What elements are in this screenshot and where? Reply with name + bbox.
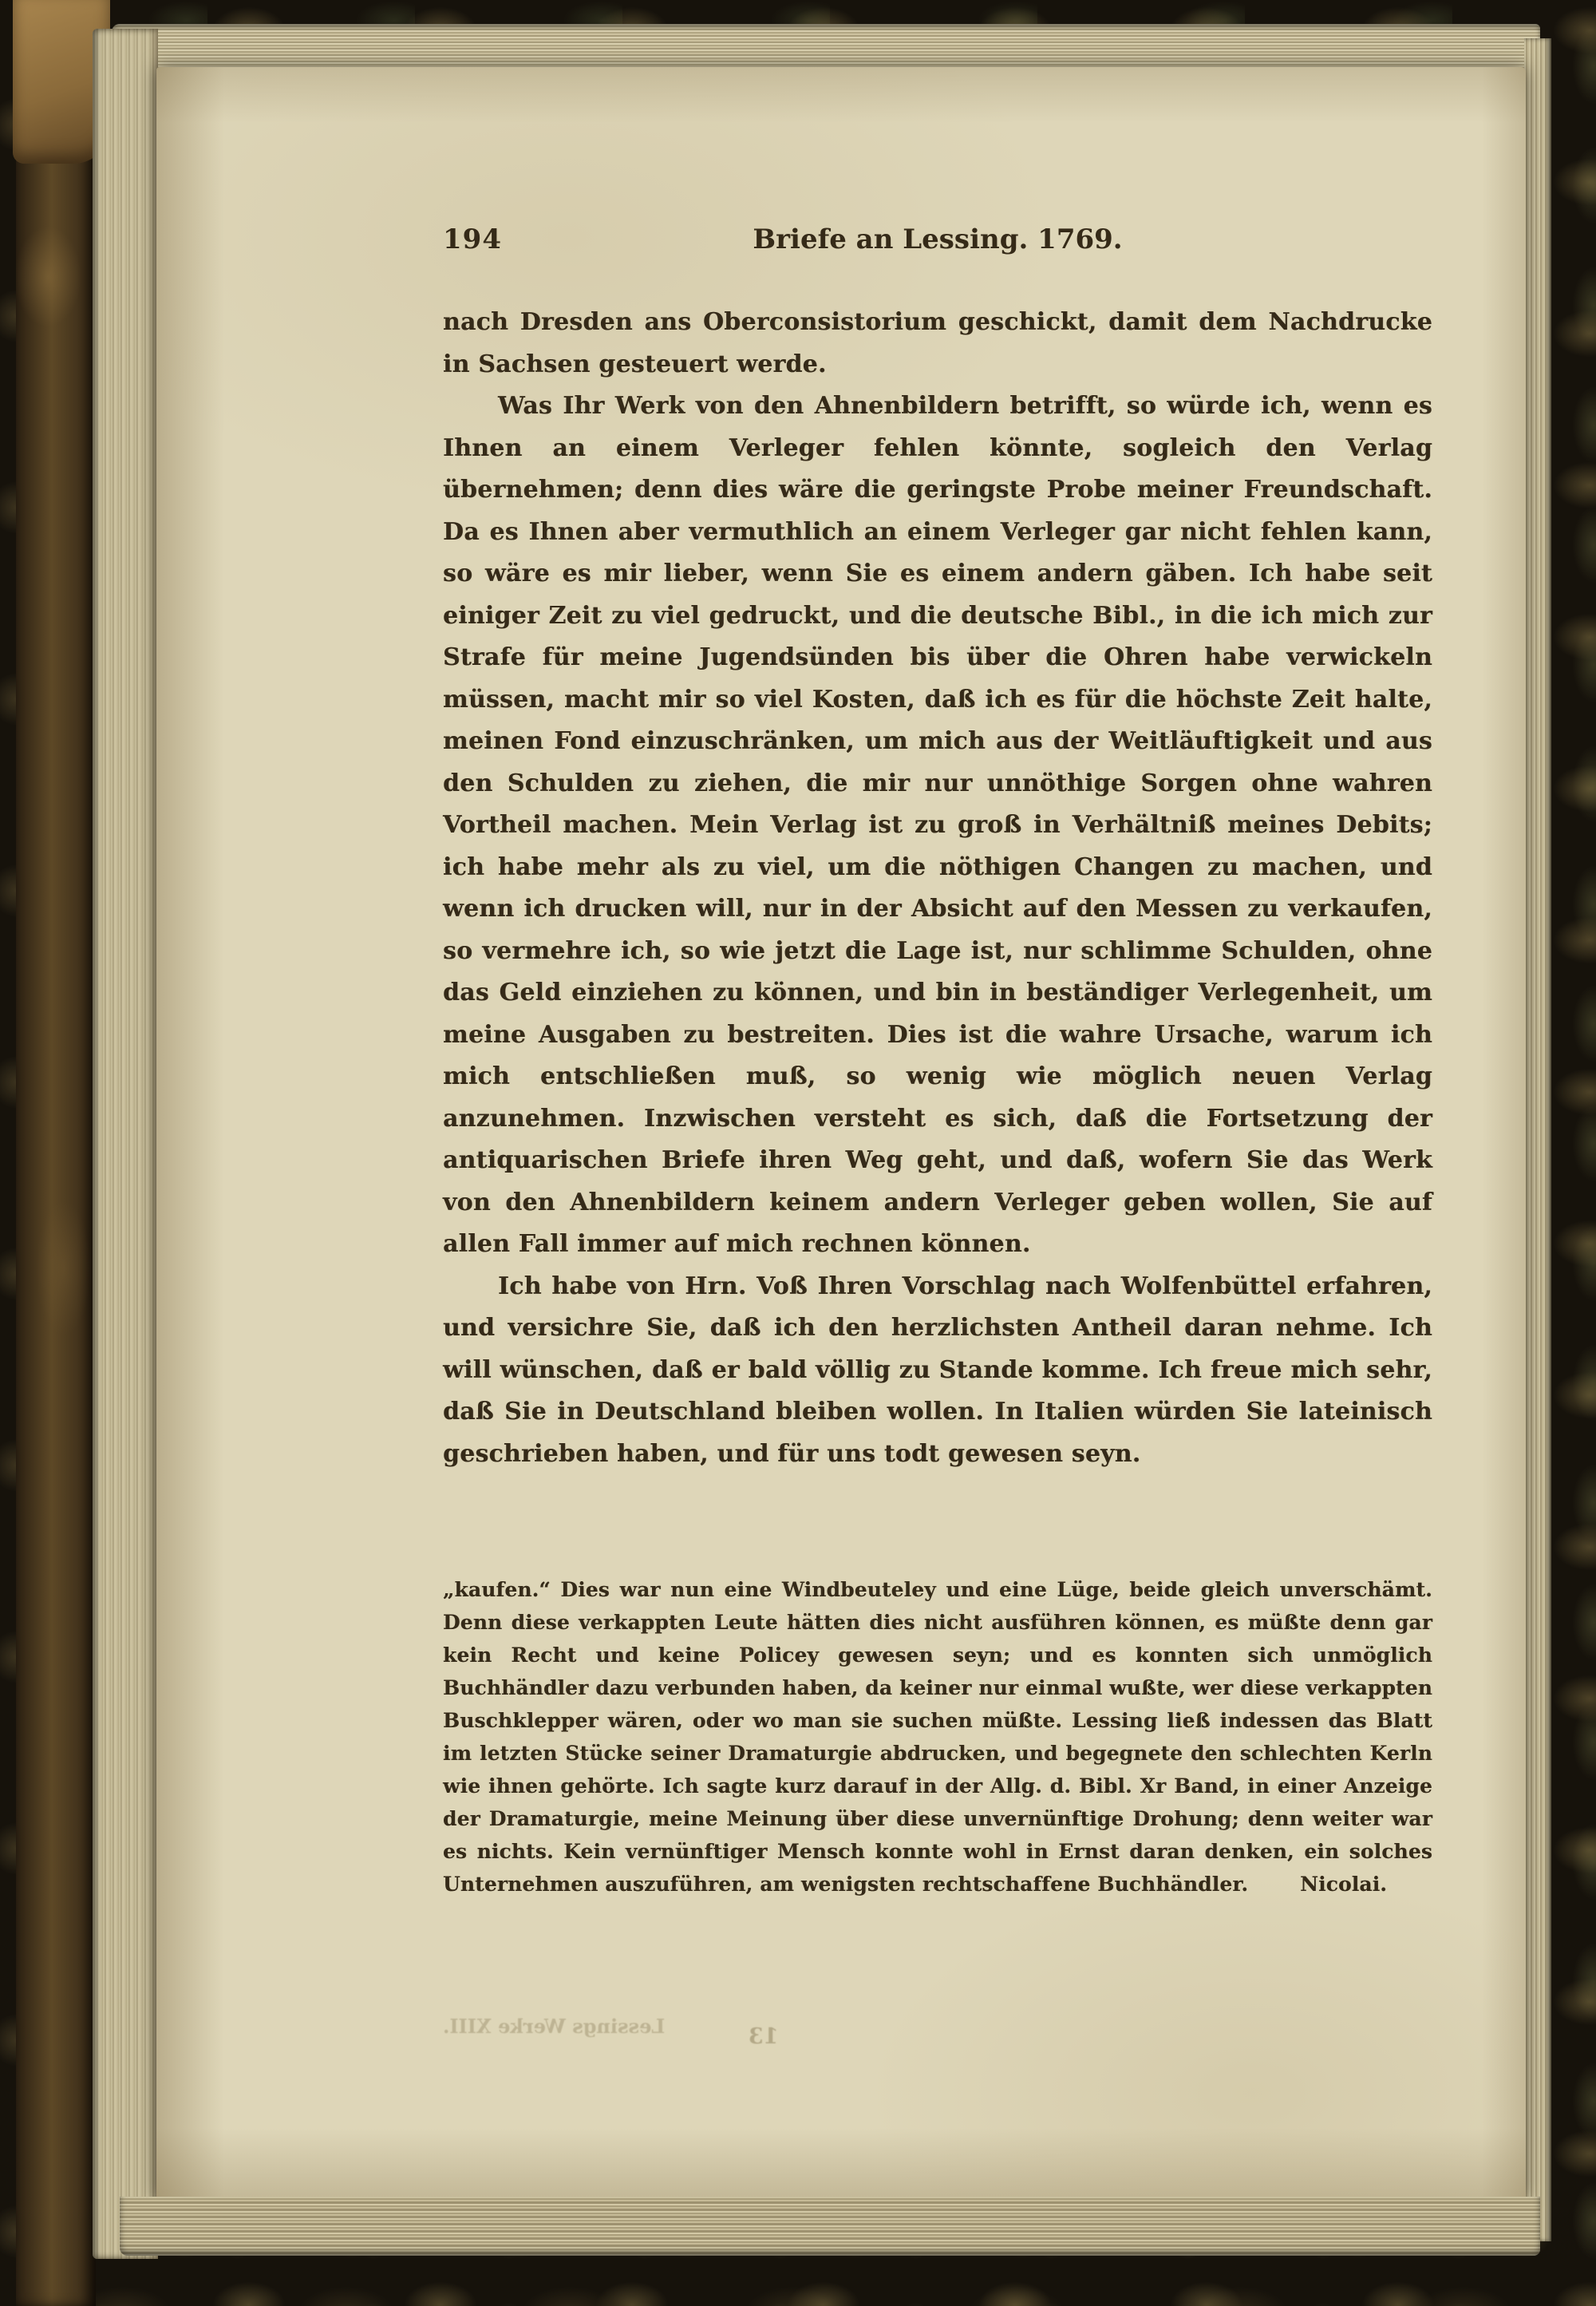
page-edges-right: [1524, 38, 1551, 2241]
page-edges-bottom: [120, 2197, 1540, 2256]
letter-body: [443, 302, 1432, 1475]
page-edges-left: [93, 29, 158, 2259]
show-through-text: Lessings Werke XIII.: [443, 2015, 666, 2038]
paragraph: nach Dresden ans Oberconsistorium geschickt, damit dem Nachdrucke in Sachsen gesteuert werde.: [443, 308, 1432, 378]
footnote-signature: Nicolai.: [1300, 1873, 1388, 1896]
paragraph: Was Ihr Werk von den Ahnenbildern betrifft, so würde ich, wenn es Ihnen an einem Verleger fehlen könnte, sogleich den Verlag übernehmen; denn dies wäre die geringste Probe meiner Freundschaft. Da es Ihnen aber vermuthlich an einem Verleger gar nicht fehlen kann, so wäre es mir lieber, wenn Sie es einem andern gäben. Ich habe seit einiger Zeit zu viel gedruckt, und die deutsche Bibl., in die ich mich zur Strafe für meine Jugendsünden bis über die Ohren habe verwickeln müssen, macht mir so viel Kosten, daß ich es für die höchste Zeit halte, meinen Fond einzuschränken, um mich aus der Weitläuftigkeit und aus den Schulden zu ziehen, die mir nur unnöthige Sorgen ohne wahren Vortheil machen. Mein Verlag ist zu groß in Verhältniß meines Debits; ich habe mehr als zu viel, um die nöthigen Changen zu machen, und wenn ich drucken will, nur in der Absicht auf den Messen zu verkaufen, so vermehre ich, so wie jetzt die Lage ist, nur schlimme Schulden, ohne das Geld einziehen zu können, und bin in beständiger Verlegenheit, um meine Ausgaben zu bestreiten. Dies ist die wahre Ursache, warum ich mich entschließen muß, so wenig wie möglich neuen Verlag anzunehmen. Inzwischen versteht es sich, daß die Fortsetzung der antiquarischen Briefe ihren Weg geht, und daß, wofern Sie das Werk von den Ahnenbildern keinem andern Verleger geben wollen, Sie auf allen Fall immer auf mich rechnen können.: [443, 392, 1432, 1258]
footnote-paragraph: [443, 1573, 1432, 1901]
paragraph: Ich habe von Hrn. Voß Ihren Vorschlag nach Wolfenbüttel erfahren, und versichre Sie, daß ich den herzlichsten Antheil daran nehme. Ich will wünschen, daß er bald völlig zu Stande komme. Ich freue mich sehr, daß Sie in Deutschland bleiben wollen. In Italien würden Sie lateinisch geschrieben haben, und für uns todt gewesen seyn.: [443, 1272, 1432, 1468]
page-number: 194: [443, 223, 502, 255]
running-title: Briefe an Lessing. 1769.: [753, 223, 1123, 255]
footnote-text: „kaufen.“ Dies war nun eine Windbeuteley und eine Lüge, beide gleich unverschämt. Denn diese verkappten Leute hätten dies nicht ausführen können, es müßte denn gar kein Recht und keine Policey gewesen seyn; und es konnten sich unmöglich Buchhändler dazu verbunden haben, da keiner nur einmal wußte, wer diese verkappten Buschklepper wären, oder wo man sie suchen müßte. Lessing ließ indessen das Blatt im letzten Stücke seiner Dramaturgie abdrucken, und begegnete den schlechten Kerln wie ihnen gehörte. Ich sagte kurz darauf in der Allg. d. Bibl. Xr Band, in einer Anzeige der Dramaturgie, meine Meinung über diese unvernünftige Drohung; denn weiter war es nichts. Kein vernünftiger Mensch konnte wohl in Ernst daran denken, ein solches Unternehmen auszuführen, am wenigsten rechtschaffene Buchhändler.: [443, 1578, 1432, 1896]
footnote: [443, 1553, 1432, 1920]
page-header: [443, 223, 1432, 262]
book-page: [156, 67, 1526, 2200]
signature-mark: 13: [749, 2024, 779, 2049]
book-spine: [16, 0, 96, 2306]
page-edges-top: [112, 24, 1540, 70]
